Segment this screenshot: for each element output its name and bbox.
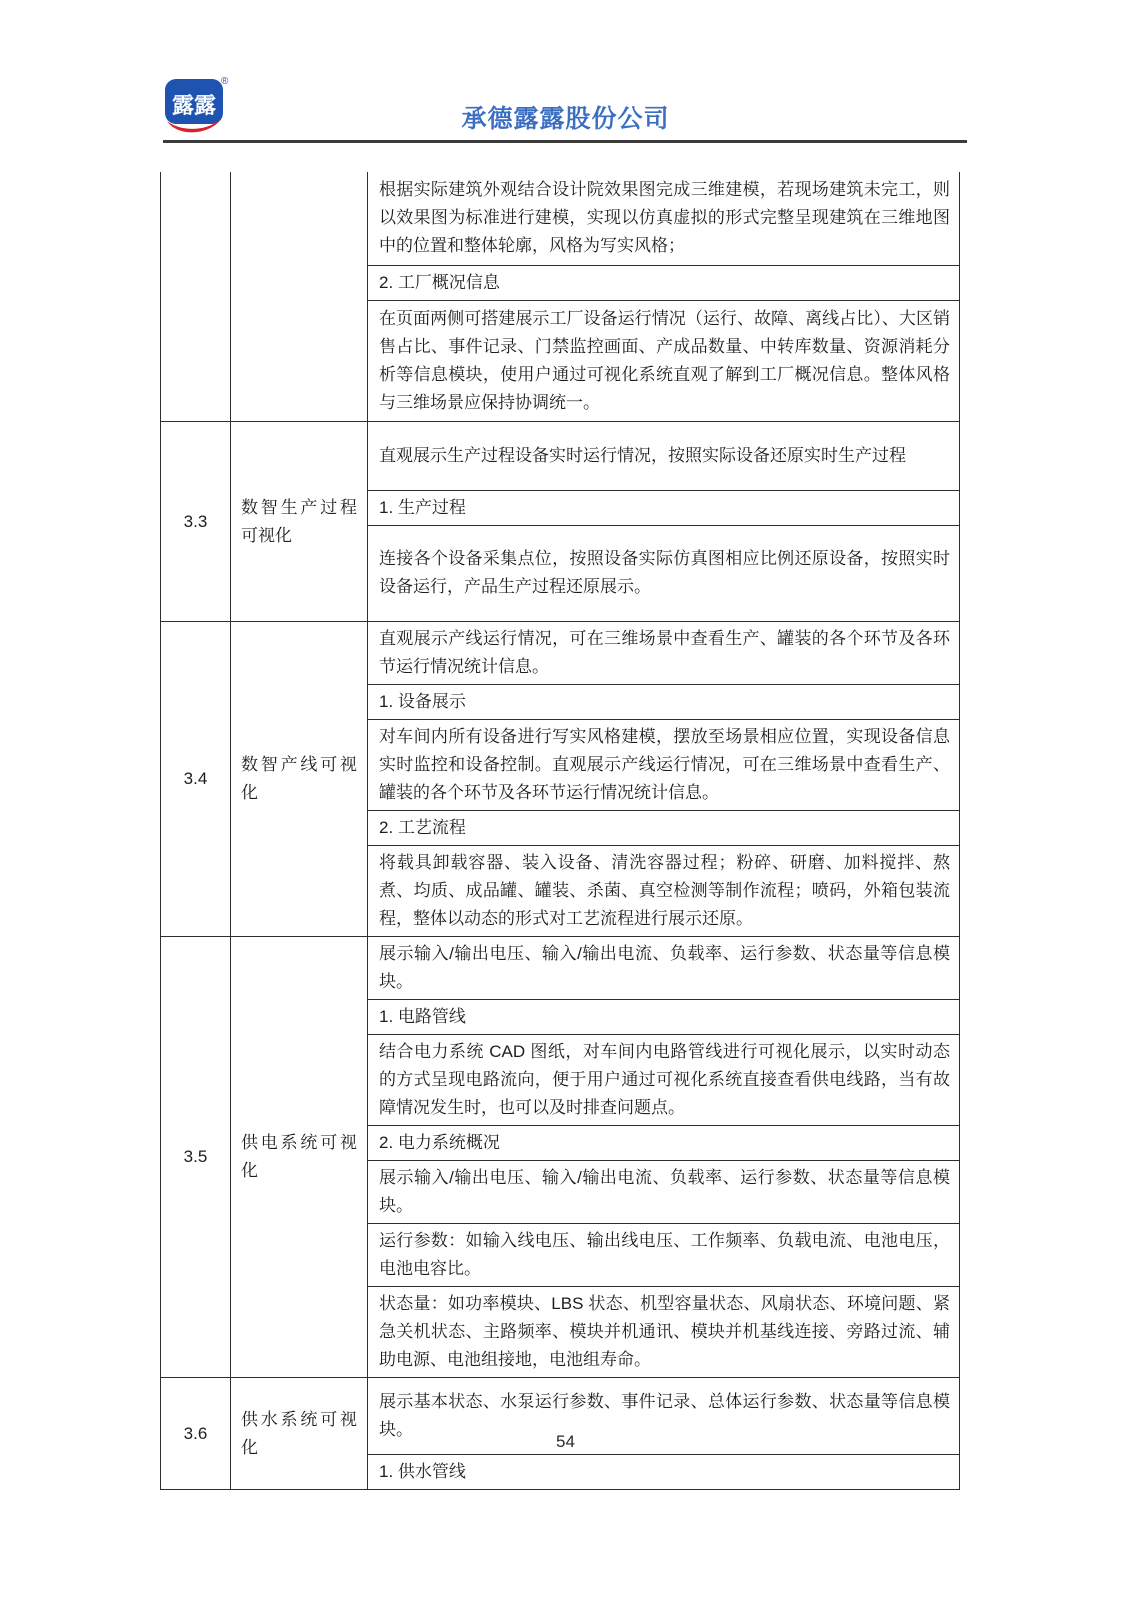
- header-rule: [163, 140, 967, 143]
- table-cell-subheading: 1. 生产过程: [368, 490, 959, 525]
- page-number: 54: [556, 1432, 575, 1451]
- row-label: [231, 172, 368, 421]
- table-cell-paragraph: 将载具卸载容器、装入设备、清洗容器过程；粉碎、研磨、加料搅拌、熬煮、均质、成品罐、罐装、杀菌、真空检测等制作流程；喷码，外箱包装流程，整体以动态的形式对工艺流程进行展示还原。: [368, 845, 959, 936]
- table-cell-subheading: 1. 电路管线: [368, 999, 959, 1034]
- row-number: 3.5: [161, 937, 231, 1377]
- table-cell-paragraph: 展示基本状态、水泵运行参数、事件记录、总体运行参数、状态量等信息模块。: [379, 1392, 950, 1439]
- table-cell-subheading: 1. 设备展示: [368, 684, 959, 719]
- table-cell-paragraph: 根据实际建筑外观结合设计院效果图完成三维建模，若现场建筑未完工，则以效果图为标准进行建模，实现以仿真虚拟的形式完整呈现建筑在三维地图中的位置和整体轮廓，风格为写实风格；: [379, 180, 950, 256]
- table-cell-paragraph: 状态量：如功率模块、LBS 状态、机型容量状态、风扇状态、环境问题、紧急关机状态、主路频率、模块并机通讯、模块并机基线连接、旁路过流、辅助电源、电池组接地，电池组寿命。: [368, 1286, 959, 1377]
- row-label: 数智生产过程可视化: [231, 422, 368, 621]
- table-cell-paragraph: 展示输入/输出电压、输入/输出电流、负载率、运行参数、状态量等信息模块。: [379, 944, 950, 991]
- table-row-group: [161, 172, 959, 422]
- row-content: [368, 937, 959, 1377]
- row-number: 3.6: [161, 1378, 231, 1489]
- table-row-group: [161, 422, 959, 622]
- row-content: [368, 622, 959, 936]
- row-number: 3.3: [161, 422, 231, 621]
- table-cell-paragraph: 展示输入/输出电压、输入/输出电流、负载率、运行参数、状态量等信息模块。: [368, 1160, 959, 1223]
- row-label: 供电系统可视化: [231, 937, 368, 1377]
- table-cell-subheading: 2. 工厂概况信息: [368, 265, 959, 300]
- table-cell-paragraph: 运行参数：如输入线电压、输出线电压、工作频率、负载电流、电池电压，电池电容比。: [368, 1223, 959, 1286]
- table-cell-paragraph: 直观展示产线运行情况，可在三维场景中查看生产、罐装的各个环节及各环节运行情况统计信息。: [379, 629, 950, 676]
- svg-text:露露: 露露: [171, 93, 217, 118]
- table-cell-paragraph: 在页面两侧可搭建展示工厂设备运行情况（运行、故障、离线占比）、大区销售占比、事件记录、门禁监控画面、产成品数量、中转库数量、资源消耗分析等信息模块，使用户通过可视化系统直观了解到工厂概况信息。整体风格与三维场景应保持协调统一。: [368, 300, 959, 422]
- requirements-table: [160, 172, 960, 1490]
- table-cell-paragraph: 连接各个设备采集点位，按照设备实际仿真图相应比例还原设备，按照实时设备运行，产品生产过程还原展示。: [368, 525, 959, 622]
- table-cell-paragraph: 结合电力系统 CAD 图纸，对车间内电路管线进行可视化展示，以实时动态的方式呈现电路流向，便于用户通过可视化系统直接查看供电线路，当有故障情况发生时，也可以及时排查问题点。: [368, 1034, 959, 1125]
- table-cell-paragraph: 直观展示生产过程设备实时运行情况，按照实际设备还原实时生产过程: [379, 445, 906, 465]
- row-label: 数智产线可视化: [231, 622, 368, 936]
- table-row-group: [161, 622, 959, 937]
- table-cell-subheading: 2. 工艺流程: [368, 810, 959, 845]
- row-number: [161, 172, 231, 421]
- table-cell-paragraph: 对车间内所有设备进行写实风格建模，摆放至场景相应位置，实现设备信息实时监控和设备控制。直观展示产线运行情况，可在三维场景中查看生产、罐装的各个环节及各环节运行情况统计信息。: [368, 719, 959, 810]
- table-cell-subheading: 1. 供水管线: [368, 1454, 959, 1489]
- registered-mark: ®: [221, 76, 229, 87]
- row-content: [368, 172, 959, 421]
- row-number: 3.4: [161, 622, 231, 936]
- row-label: 供水系统可视化: [231, 1378, 368, 1489]
- page-title: 承德露露股份公司: [461, 105, 670, 133]
- table-row-group: [161, 937, 959, 1378]
- table-cell-subheading: 2. 电力系统概况: [368, 1125, 959, 1160]
- row-content: [368, 422, 959, 621]
